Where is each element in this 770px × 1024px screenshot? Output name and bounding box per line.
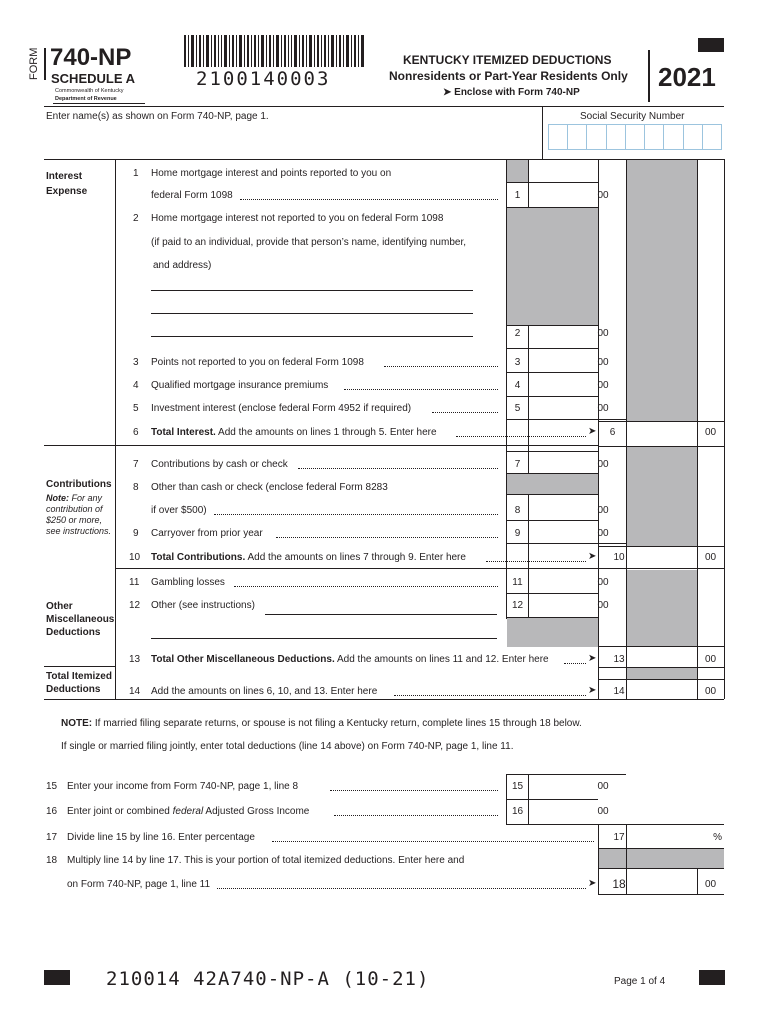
cents: 00 — [597, 528, 609, 539]
leader-dots — [276, 537, 498, 538]
row-rule — [598, 868, 724, 869]
line-box-label: 12 — [511, 600, 524, 611]
leader-dots — [217, 888, 586, 889]
cents: 00 — [597, 190, 609, 201]
line-16-italic: federal — [172, 806, 204, 817]
form-subtitle: Nonresidents or Part-Year Residents Only — [389, 69, 628, 83]
shade — [627, 570, 697, 646]
line-box-label: 6 — [609, 427, 616, 438]
line-17-percent-field[interactable] — [627, 828, 724, 846]
line-15-amount[interactable] — [529, 781, 621, 792]
percent-sign: % — [713, 832, 722, 843]
leader-dots — [384, 366, 498, 367]
row-rule — [598, 568, 724, 569]
row-rule — [506, 182, 598, 183]
line-box-label: 5 — [514, 403, 521, 414]
shade — [599, 848, 724, 868]
contributions-note-text: For any contribution of $250 or more, see instructions. — [46, 493, 112, 536]
line-box-label: 4 — [514, 380, 521, 391]
line-18-text-b: on Form 740-NP, page 1, line 11 — [67, 879, 211, 890]
row-rule — [598, 646, 724, 647]
leader-dots — [456, 436, 586, 437]
footer-form-code: 210014 42A740-NP-A (10-21) — [106, 968, 430, 990]
cents: 00 — [597, 328, 609, 339]
line-number: 8 — [133, 482, 139, 493]
line-4-amount[interactable] — [529, 380, 621, 391]
cents: 00 — [704, 879, 717, 890]
line-8-text-b: if over $500) — [151, 505, 207, 516]
line-18-text-a: Multiply line 14 by line 17. This is your portion of total itemized deductions. Enter here and — [67, 855, 465, 866]
note-rest: If married filing separate returns, or spouse is not filing a Kentucky return, complete lines 15 through 18 below. — [92, 718, 582, 729]
leader-dots — [240, 199, 498, 200]
contributions-note-bold: Note: — [46, 493, 69, 503]
write-line[interactable] — [265, 614, 497, 615]
line-17-text: Divide line 15 by line 16. Enter percentage — [67, 832, 255, 843]
line-number: 4 — [133, 380, 139, 391]
row-rule — [626, 824, 724, 825]
line-5-text: Investment interest (enclose federal Form 4952 if required) — [151, 403, 412, 414]
arrow-icon: ➤ — [588, 878, 597, 889]
row-rule — [506, 419, 626, 420]
row-rule — [506, 207, 598, 208]
agency-line-2: Department of Revenue — [55, 96, 117, 102]
line-1-amount[interactable] — [529, 190, 621, 201]
line-box-label: 11 — [512, 577, 523, 588]
row-rule — [506, 774, 626, 775]
row-rule — [506, 372, 598, 373]
line-15-text: Enter your income from Form 740-NP, page 1, line 8 — [67, 781, 299, 792]
line-box-label: 1 — [514, 190, 521, 201]
line-6-amount[interactable] — [627, 427, 724, 438]
line-number: 2 — [133, 213, 139, 224]
enclose-note: ➤ Enclose with Form 740-NP — [443, 87, 580, 98]
line-9-text: Carryover from prior year — [151, 528, 263, 539]
line-10-text — [151, 552, 466, 563]
row-rule — [598, 667, 724, 668]
row-rule — [506, 473, 598, 474]
arrow-icon: ➤ — [588, 685, 597, 696]
cents: 00 — [704, 654, 717, 665]
tax-year: 2021 — [658, 62, 716, 92]
line-13-bold: Total Other Miscellaneous Deductions. — [151, 654, 335, 665]
section-rule — [44, 445, 598, 446]
line-18-amount[interactable] — [627, 879, 724, 890]
shade — [507, 473, 598, 494]
row-rule — [506, 593, 598, 594]
line-2-text-b: (if paid to an individual, provide that person’s name, identifying number, — [151, 237, 467, 248]
cents: 00 — [597, 806, 609, 817]
line-3-text: Points not reported to you on federal Form 1098 — [151, 357, 364, 368]
form-word: FORM — [28, 47, 40, 80]
shade — [627, 447, 697, 546]
line-box-label: 13 — [613, 654, 625, 665]
line-number: 13 — [129, 654, 141, 665]
registration-mark — [44, 970, 70, 985]
arrow-icon: ➤ — [588, 653, 597, 664]
leader-dots — [486, 561, 586, 562]
row-rule — [506, 824, 626, 825]
leader-dots — [234, 586, 498, 587]
line-6-rest: Add the amounts on lines 1 through 5. Enter here — [215, 427, 437, 438]
section-rule — [115, 568, 598, 569]
line-14-text: Add the amounts on lines 6, 10, and 13. Enter here — [151, 686, 378, 697]
row-rule — [598, 546, 724, 547]
cents: 00 — [597, 380, 609, 391]
cents: 00 — [597, 459, 609, 470]
section-rule — [44, 699, 724, 700]
line-box-label: 17 — [613, 832, 625, 843]
leader-dots — [272, 841, 594, 842]
line-box-label: 18 — [612, 877, 626, 891]
line-box-label: 15 — [511, 781, 524, 792]
line-2-text-c: and address) — [153, 260, 212, 271]
line-10-bold: Total Contributions. — [151, 552, 246, 563]
row-rule — [598, 421, 724, 422]
section-contributions: Contributions — [46, 479, 112, 490]
line-number: 15 — [46, 781, 58, 792]
line-13-rest: Add the amounts on lines 11 and 12. Enter here — [334, 654, 549, 665]
shade — [627, 160, 697, 421]
leader-dots — [334, 815, 498, 816]
registration-mark — [699, 970, 725, 985]
names-label: Enter name(s) as shown on Form 740-NP, page 1. — [46, 111, 269, 122]
row-rule — [598, 679, 724, 680]
cents: 00 — [597, 781, 609, 792]
line-box-label: 3 — [514, 357, 521, 368]
line-14-amount[interactable] — [627, 686, 724, 697]
line-6-bold: Total Interest. — [151, 427, 216, 438]
line-16-text — [67, 806, 309, 817]
leader-dots — [564, 663, 586, 664]
line-number: 1 — [133, 168, 139, 179]
line-number: 11 — [129, 577, 140, 588]
row-rule — [598, 894, 724, 895]
row-rule — [598, 446, 724, 447]
line-1-text-a: Home mortgage interest and points reported to you on — [151, 168, 392, 179]
leader-dots — [214, 514, 498, 515]
line-10-amount[interactable] — [627, 552, 724, 563]
section-other: Other Miscellaneous Deductions — [46, 601, 115, 638]
cents: 00 — [597, 600, 609, 611]
line-10-rest: Add the amounts on lines 7 through 9. Enter here — [245, 552, 466, 563]
line-number: 10 — [129, 552, 141, 563]
top-rule — [44, 106, 724, 107]
form-number: 740-NP — [50, 44, 132, 71]
line-11-amount[interactable] — [529, 577, 621, 588]
leader-dots — [432, 412, 498, 413]
line-9-amount[interactable] — [529, 528, 621, 539]
line-7-amount[interactable] — [529, 459, 621, 470]
line-box-label: 8 — [514, 505, 521, 516]
barcode-number: 2100140003 — [196, 68, 331, 90]
shade — [507, 618, 598, 647]
names-bottom-rule — [44, 159, 724, 160]
shade — [507, 160, 528, 182]
line-1-text-b: federal Form 1098 — [151, 190, 233, 201]
line-11-text: Gambling losses — [151, 577, 225, 588]
row-rule — [506, 543, 626, 544]
section-interest: Interest Expense — [46, 171, 88, 197]
leader-dots — [394, 695, 586, 696]
line-number: 5 — [133, 403, 139, 414]
ssn-label: Social Security Number — [580, 111, 685, 122]
cents: 00 — [597, 357, 609, 368]
shade — [627, 667, 697, 679]
note-text — [61, 718, 582, 729]
line-16-b: Adjusted Gross Income — [203, 806, 310, 817]
line-12-amount[interactable] — [529, 600, 621, 611]
row-rule — [506, 494, 598, 495]
row-rule — [506, 520, 598, 521]
arrow-icon: ➤ — [588, 551, 597, 562]
line-number: 17 — [46, 832, 58, 843]
cents: 00 — [597, 403, 609, 414]
line-box-label: 14 — [613, 686, 625, 697]
section-total: Total Itemized Deductions — [46, 671, 112, 695]
row-rule — [506, 325, 598, 326]
write-line[interactable] — [151, 313, 473, 314]
write-line[interactable] — [151, 290, 473, 291]
shade — [507, 207, 598, 325]
line-13-text — [151, 654, 549, 665]
line-number: 7 — [133, 459, 139, 470]
write-line[interactable] — [151, 638, 497, 639]
names-field[interactable] — [44, 124, 540, 156]
section-rule — [44, 666, 115, 667]
line-number: 16 — [46, 806, 58, 817]
line-3-amount[interactable] — [529, 357, 621, 368]
line-box-label: 7 — [514, 459, 521, 470]
leader-dots — [330, 790, 498, 791]
arrow-icon: ➤ — [588, 426, 597, 437]
row-rule — [506, 617, 598, 618]
ssn-field[interactable] — [548, 124, 722, 150]
note-text-2: If single or married filing jointly, enter total deductions (line 14 above) on Form 740-NP, page 1, line 11. — [61, 741, 514, 752]
schedule-label: SCHEDULE A — [51, 71, 136, 86]
row-rule — [598, 848, 724, 849]
registration-mark — [698, 38, 724, 52]
line-8-amount[interactable] — [529, 505, 621, 516]
line-number: 6 — [133, 427, 139, 438]
header-rule — [53, 103, 145, 104]
line-number: 14 — [129, 686, 141, 697]
total-col-cents — [724, 159, 725, 699]
line-16-amount[interactable] — [529, 806, 621, 817]
line-box-label: 2 — [514, 328, 521, 339]
line-number: 18 — [46, 855, 58, 866]
footer-page-number: Page 1 of 4 — [614, 976, 666, 987]
cents: 00 — [704, 552, 717, 563]
agency-line-1: Commonwealth of Kentucky — [55, 88, 124, 94]
contributions-note — [46, 493, 114, 537]
line-16-a: Enter joint or combined — [67, 806, 173, 817]
row-rule — [506, 348, 598, 349]
leader-dots — [344, 389, 498, 390]
line-number: 12 — [129, 600, 141, 611]
cents: 00 — [704, 686, 717, 697]
line-box-label: 16 — [511, 806, 524, 817]
leader-dots — [298, 468, 498, 469]
barcode — [184, 35, 366, 67]
line-13-amount[interactable] — [627, 654, 724, 665]
line-12-text: Other (see instructions) — [151, 600, 255, 611]
line-box-label: 10 — [613, 552, 625, 563]
line-6-text — [151, 427, 437, 438]
line-number-col-divider — [115, 159, 116, 700]
write-line[interactable] — [151, 336, 473, 337]
line-box-label: 9 — [514, 528, 521, 539]
cents: 00 — [704, 427, 717, 438]
row-rule — [506, 451, 598, 452]
cents: 00 — [597, 505, 609, 516]
line-number: 3 — [133, 357, 139, 368]
form-divider — [44, 48, 46, 80]
line-2-text-a: Home mortgage interest not reported to you on federal Form 1098 — [151, 213, 444, 224]
form-title: KENTUCKY ITEMIZED DEDUCTIONS — [403, 53, 612, 67]
cents: 00 — [597, 577, 609, 588]
row-rule — [506, 799, 598, 800]
note-bold: NOTE: — [61, 718, 93, 729]
row-rule — [506, 396, 598, 397]
line-2-amount[interactable] — [529, 328, 621, 339]
line-7-text: Contributions by cash or check — [151, 459, 288, 470]
year-divider — [648, 50, 650, 102]
line-4-text: Qualified mortgage insurance premiums — [151, 380, 329, 391]
line-number: 9 — [133, 528, 139, 539]
line-8-text-a: Other than cash or check (enclose federal Form 8283 — [151, 482, 388, 493]
ssn-divider — [542, 106, 543, 160]
line-5-amount[interactable] — [529, 403, 621, 414]
